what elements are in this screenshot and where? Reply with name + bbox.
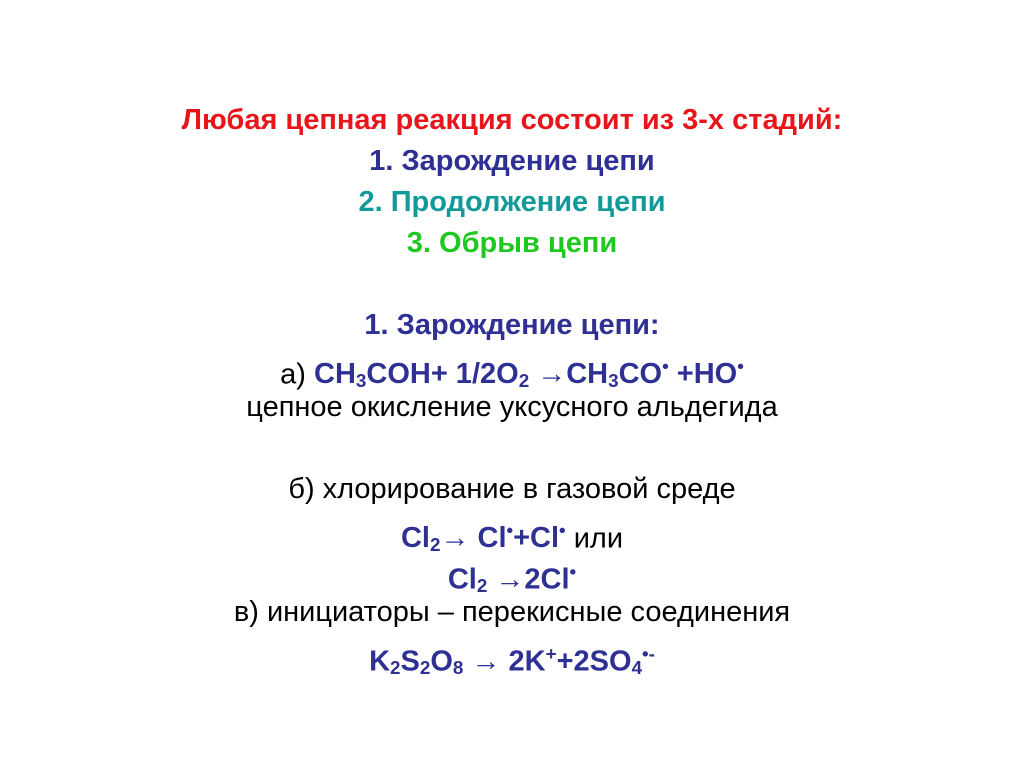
equation-b1: [0, 510, 1024, 556]
intro-heading: Любая цепная реакция состоит из 3-х стадий:: [181, 104, 843, 136]
stage-propagation: 2. Продолжение цепи: [358, 186, 666, 218]
equation-b1-or: или: [565, 522, 624, 555]
section-heading-initiation: 1. Зарождение цепи:: [364, 309, 660, 341]
spacer: [0, 428, 1024, 469]
stage-initiation: 1. Зарождение цепи: [369, 145, 655, 177]
equation-a-formula: CH3COH+ 1/2O2 →CH3CO• +HO•: [314, 356, 744, 392]
equation-b1-formula: Cl2→ Cl•+Cl•: [400, 520, 566, 556]
equation-c: K2S2O8 → 2K++2SO4•-: [369, 643, 655, 679]
equation-b2: Cl2 →2Cl•: [447, 561, 577, 597]
chlorination-caption: б) хлорирование в газовой среде: [288, 473, 736, 505]
stage-termination: 3. Обрыв цепи: [406, 227, 618, 259]
equation-a-prefix: а): [280, 358, 314, 391]
spacer: [0, 264, 1024, 305]
slide-content: [0, 100, 1024, 679]
initiators-caption: в) инициаторы – перекисные соединения: [233, 596, 791, 628]
equation-a-caption: цепное окисление уксусного альдегида: [246, 391, 778, 423]
equation-a: [0, 346, 1024, 392]
